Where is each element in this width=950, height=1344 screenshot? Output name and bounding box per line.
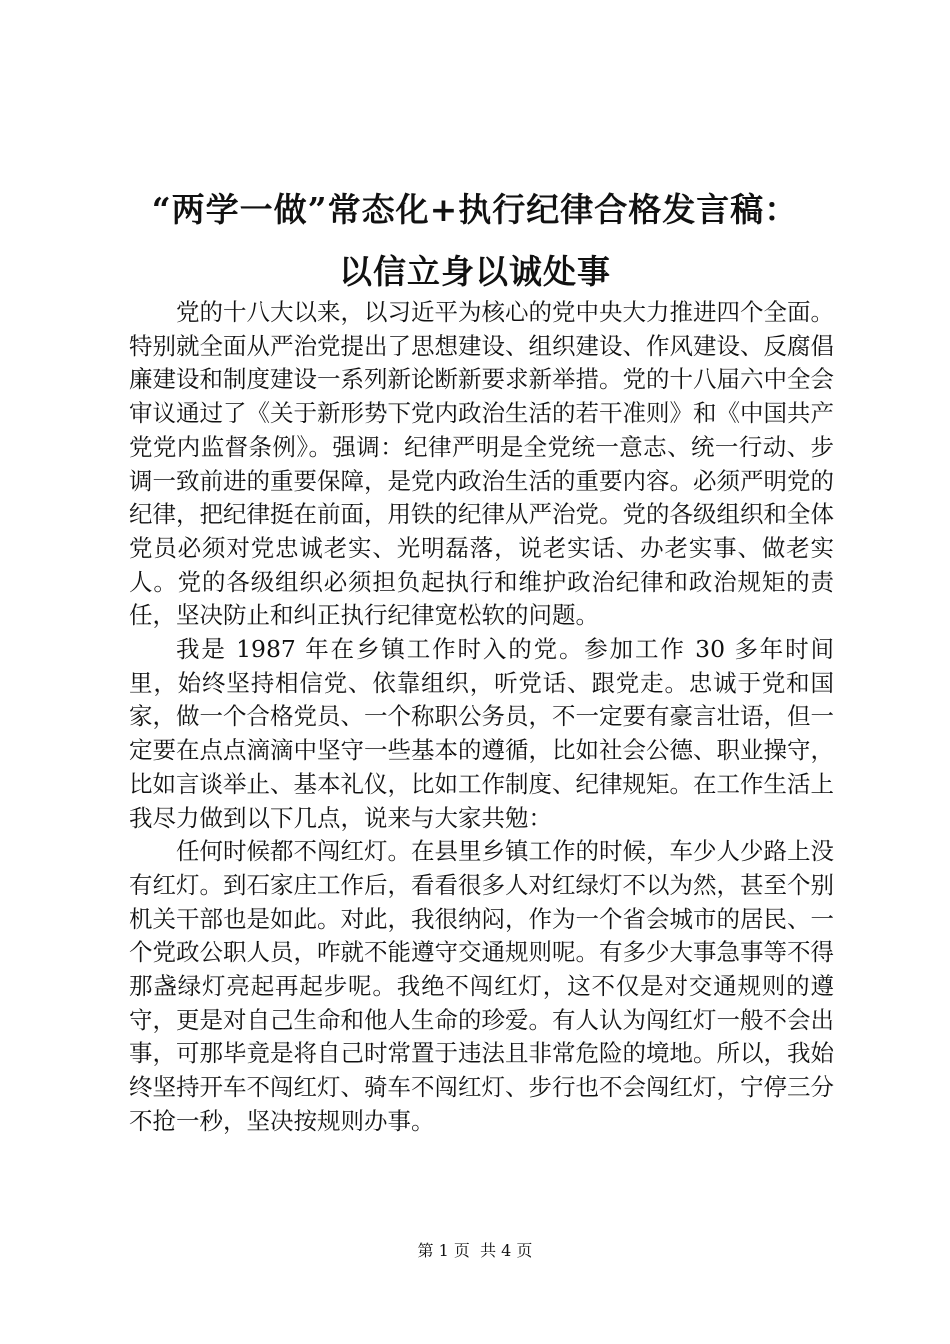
page-footer <box>0 1241 950 1261</box>
page-number: 第 1 页 <box>417 1241 470 1260</box>
document-body <box>129 296 834 1139</box>
footer-separator <box>470 1241 480 1260</box>
document-title-line-1: “两学一做”常态化+执行纪律合格发言稿： <box>151 190 799 229</box>
paragraph-1: 党的十八大以来，以习近平为核心的党中央大力推进四个全面。特别就全面从严治党提出了思想建设、组织建设、作风建设、反腐倡廉建设和制度建设一系列新论断新要求新举措。党的十八届六中全会审议通过了《关于新形势下党内政治生活的若干准则》和《中国共产党党内监督条例》。强调：纪律严明是全党统一意志、统一行动、步调一致前进的重要保障，是党内政治生活的重要内容。必须严明党的纪律，把纪律挺在前面，用铁的纪律从严治党。党的各级组织和全体党员必须对党忠诚老实、光明磊落，说老实话、办老实事、做老实人。党的各级组织必须担负起执行和维护政治纪律和政治规矩的责任，坚决防止和纠正执行纪律宽松软的问题。 <box>129 298 834 630</box>
paragraph-3: 任何时候都不闯红灯。在县里乡镇工作的时候，车少人少路上没有红灯。到石家庄工作后，看看很多人对红绿灯不以为然，甚至个别机关干部也是如此。对此，我很纳闷，作为一个省会城市的居民、一个党政公职人员，咋就不能遵守交通规则呢。有多少大事急事等不得那盏绿灯亮起再起步呢。我绝不闯红灯，这不仅是对交通规则的遵守，更是对自己生命和他人生命的珍爱。有人认为闯红灯一般不会出事，可那毕竟是将自己时常置于违法且非常危险的境地。所以，我始终坚持开车不闯红灯、骑车不闯红灯、步行也不会闯红灯，宁停三分不抢一秒，坚决按规则办事。 <box>129 837 834 1135</box>
page-total: 共 4 页 <box>480 1241 533 1260</box>
paragraph-2: 我是 1987 年在乡镇工作时入的党。参加工作 30 多年时间里，始终坚持相信党、依靠组织，听党话、跟党走。忠诚于党和国家，做一个合格党员、一个称职公务员，不一定要有豪言壮语，但一定要在点点滴滴中坚守一些基本的遵循，比如社会公德、职业操守，比如言谈举止、基本礼仪，比如工作制度、纪律规矩。在工作生活上我尽力做到以下几点，说来与大家共勉： <box>129 635 834 832</box>
document-title-line-2: 以信立身以诚处事 <box>339 252 611 291</box>
